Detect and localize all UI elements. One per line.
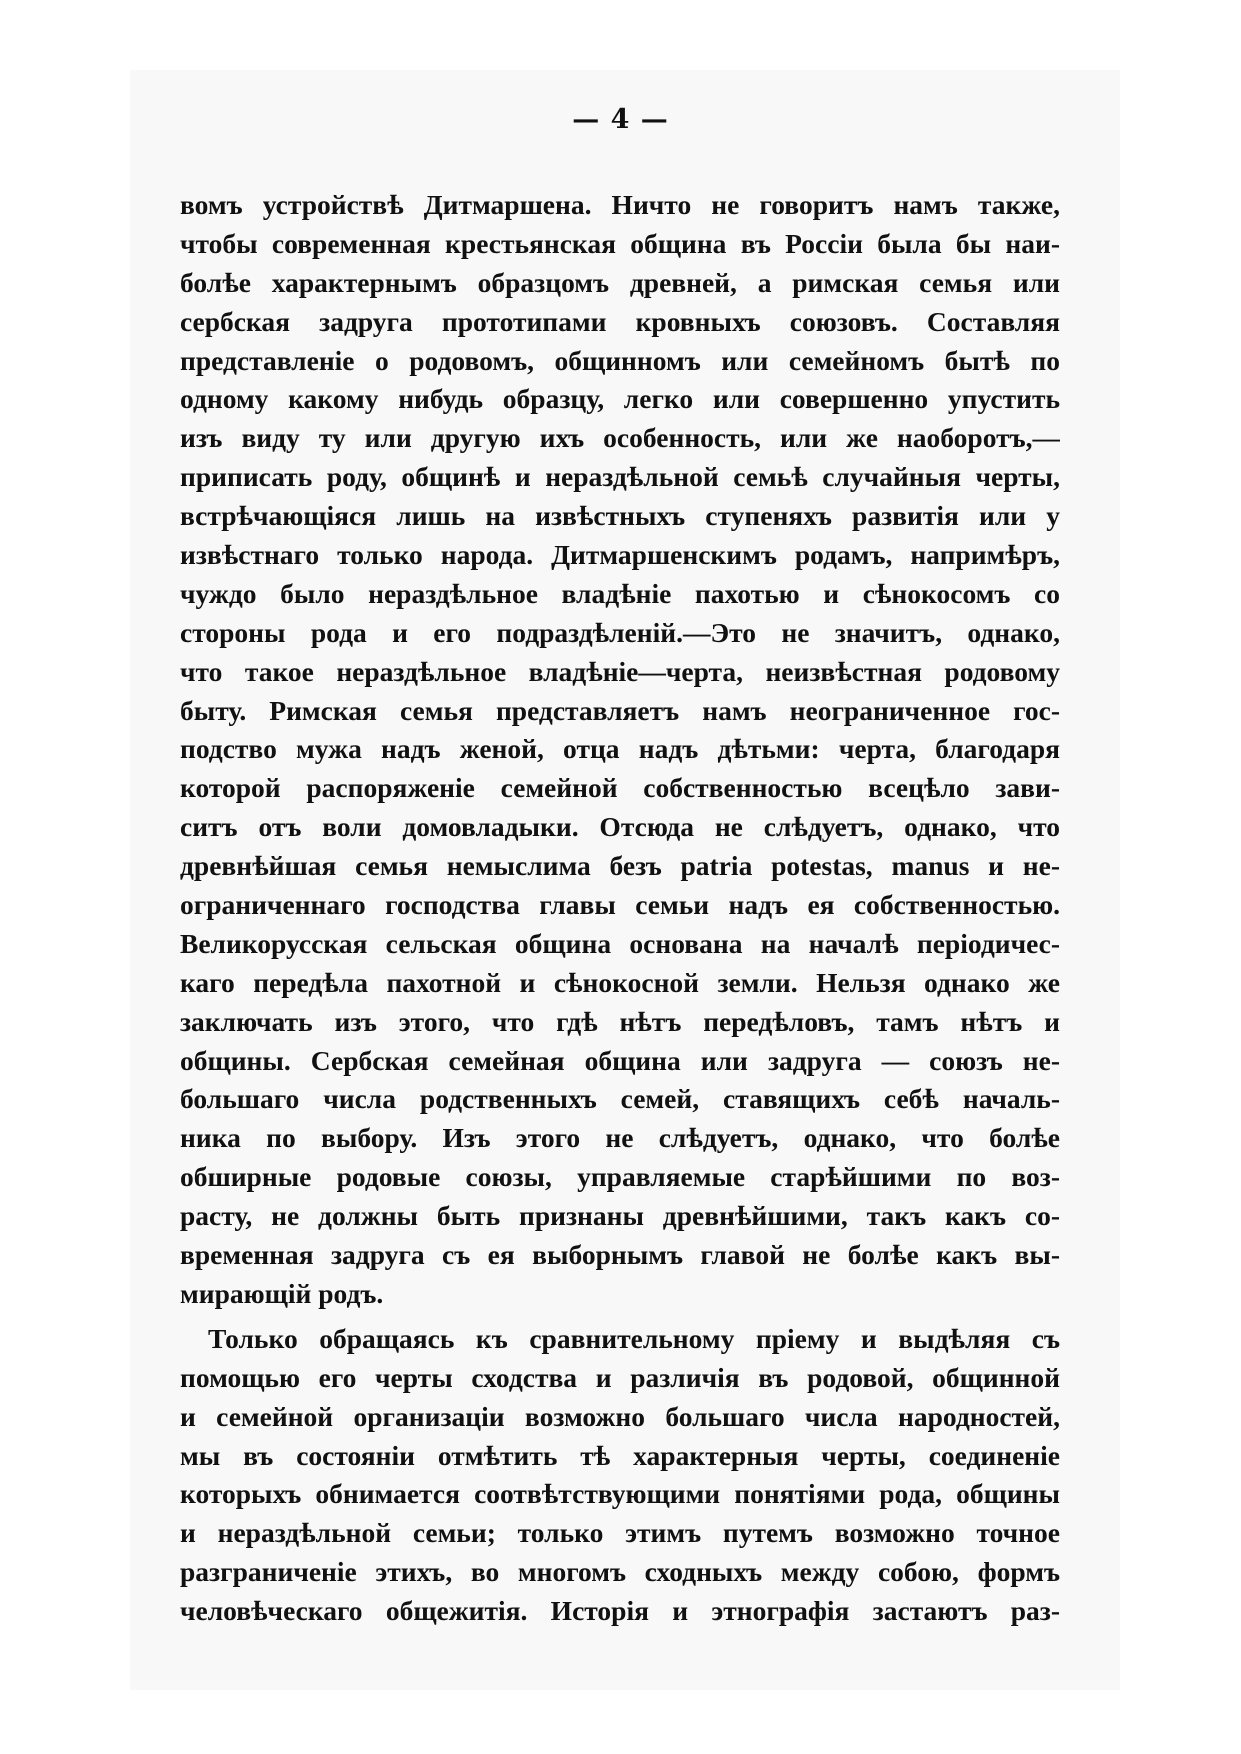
text-line: встрѣчающіяся лишь на извѣстныхъ ступеняхъ развитія или у (180, 500, 1060, 532)
text-line: человѣческаго общежитія. Исторія и этнографія застаютъ раз- (180, 1595, 1060, 1627)
paragraph-2 (180, 1320, 1060, 1631)
text-line: вомъ устройствѣ Дитмаршена. Ничто не говоритъ намъ также, (180, 189, 1060, 220)
text-line: обширные родовые союзы, управляемые старѣйшими по воз- (180, 1161, 1060, 1193)
text-line: Только обращаясь къ сравнительному пріему и выдѣляя съ (208, 1322, 1060, 1354)
text-line: Великорусская сельская община основана на началѣ періодичес- (180, 927, 1060, 959)
text-line: чуждо было нераздѣльное владѣніе пахотью и сѣнокосомъ со (180, 577, 1060, 609)
text-line: приписать роду, общинѣ и нераздѣльной семьѣ случайныя черты, (180, 461, 1060, 493)
text-line: подство мужа надъ женой, отца надъ дѣтьми: черта, благодаря (180, 733, 1060, 765)
text-line: разграниченіе этихъ, во многомъ сходныхъ между собою, формъ (180, 1556, 1060, 1588)
page-text (180, 186, 1060, 1631)
text-line: расту, не должны быть признаны древнѣйшими, такъ какъ со- (180, 1200, 1060, 1232)
text-line: каго передѣла пахотной и сѣнокосной земли. Нельзя однако же (180, 966, 1060, 998)
text-line: стороны рода и его подраздѣленій.—Это не значитъ, однако, (180, 616, 1060, 648)
text-line: мирающій родъ. (180, 1277, 384, 1309)
text-line: общины. Сербская семейная община или задруга — союзъ не- (180, 1044, 1060, 1076)
text-line: ника по выбору. Изъ этого не слѣдуетъ, однако, что болѣе (180, 1122, 1060, 1154)
text-line: помощью его черты сходства и различія въ родовой, общинной (180, 1361, 1060, 1393)
text-line: большаго числа родственныхъ семей, ставящихъ себѣ началь- (180, 1083, 1060, 1115)
paragraph-1 (180, 186, 1060, 1314)
text-line: которой распоряженіе семейной собственностью всецѣло зави- (180, 772, 1060, 804)
text-line: и семейной организаціи возможно большаго числа народностей, (180, 1400, 1060, 1432)
text-line: сербская задруга прототипами кровныхъ союзовъ. Составляя (180, 305, 1060, 337)
text-line: что такое нераздѣльное владѣніе—черта, неизвѣстная родовому (180, 655, 1060, 687)
text-line: древнѣйшая семья немыслима безъ patria potestas, manus и не- (180, 850, 1060, 882)
text-line: временная задруга съ ея выборнымъ главой не болѣе какъ вы- (180, 1239, 1060, 1271)
text-line: одному какому нибудь образцу, легко или совершенно упустить (180, 383, 1060, 415)
text-line: ситъ отъ воли домовладыки. Отсюда не слѣдуетъ, однако, что (180, 811, 1060, 843)
text-line: и нераздѣльной семьи; только этимъ путемъ возможно точное (180, 1517, 1060, 1549)
text-line: извѣстнаго только народа. Дитмаршенскимъ родамъ, напримѣръ, (180, 539, 1060, 571)
text-line: чтобы современная крестьянская община въ Россіи была бы наи- (180, 227, 1060, 259)
text-line: быту. Римская семья представляетъ намъ неограниченное гос- (180, 694, 1060, 726)
text-line: заключать изъ этого, что гдѣ нѣтъ передѣловъ, тамъ нѣтъ и (180, 1005, 1060, 1037)
text-line: болѣе характернымъ образцомъ древней, а римская семья или (180, 266, 1060, 298)
text-line: ограниченнаго господства главы семьи надъ ея собственностью. (180, 889, 1060, 921)
text-line: которыхъ обнимается соотвѣтствующими понятіями рода, общины (180, 1478, 1060, 1510)
text-line: представленіе о родовомъ, общинномъ или семейномъ бытѣ по (180, 344, 1060, 376)
text-line: изъ виду ту или другую ихъ особенность, или же наоборотъ,— (180, 422, 1060, 454)
page-number: — 4 — (572, 104, 669, 135)
text-line: мы въ состояніи отмѣтить тѣ характерныя черты, соединеніе (180, 1439, 1060, 1471)
